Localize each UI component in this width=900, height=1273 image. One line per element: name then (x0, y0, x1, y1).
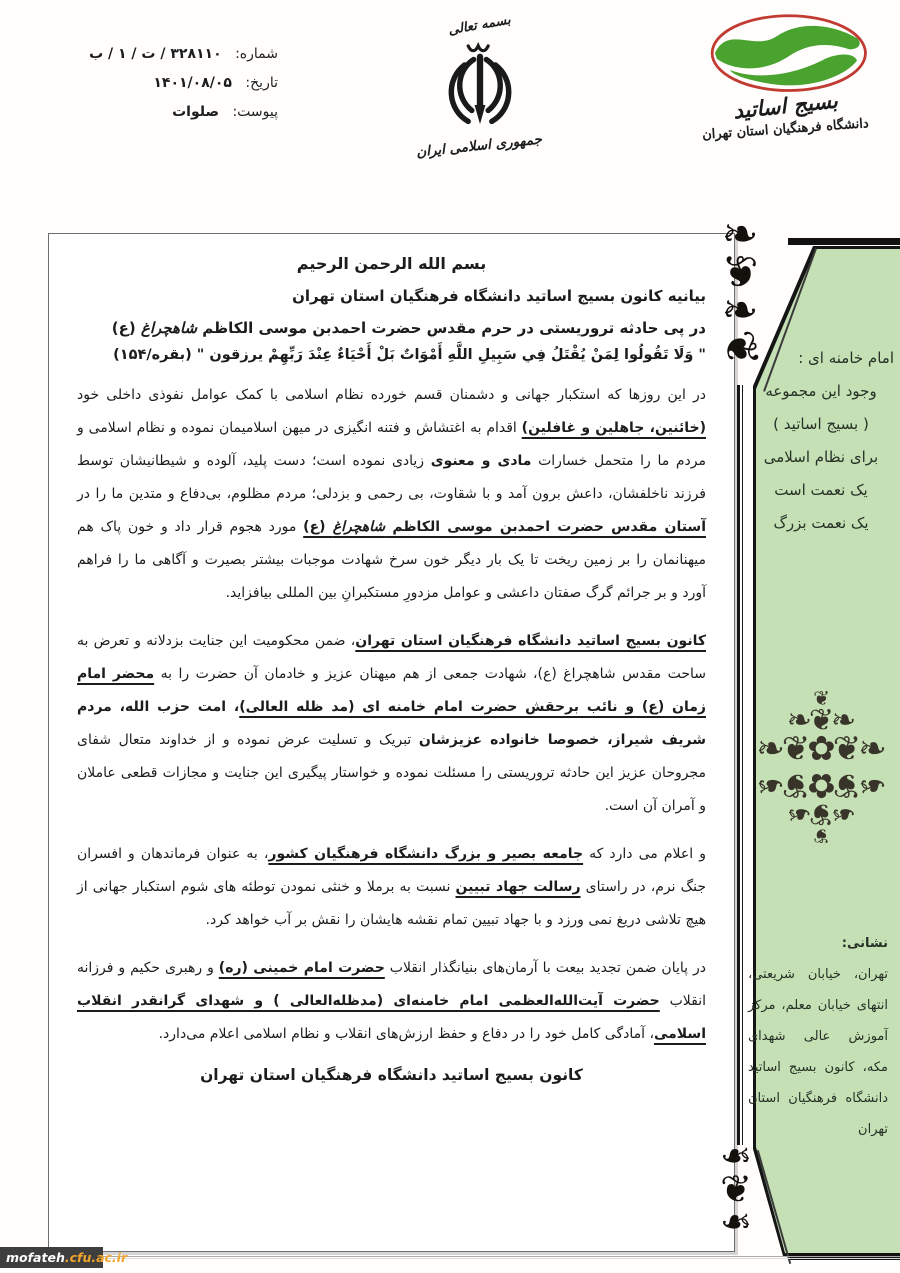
shrine-name: شاهچراغ (332, 519, 386, 535)
floral-glyph: ❧❦✿❦❧ (756, 729, 884, 769)
floral-glyph: ❦ (712, 326, 769, 372)
doc-number-label: شماره: (235, 46, 278, 62)
emphasized-run: جامعه بصیر و بزرگ دانشگاه فرهنگیان کشور (268, 846, 584, 862)
watermark-domain: .cfu.ac.ir (64, 1250, 128, 1265)
text-run: ، آمادگی کامل خود را در دفاع و حفظ ارزش‌های انقلاب و نظام اسلامی اعلام می‌دارد. (158, 1026, 654, 1042)
signature: کانون بسیج اساتید دانشگاه فرهنگیان استان تهران (200, 1066, 583, 1084)
floral-glyph: ❧ (720, 1200, 752, 1244)
text-run: اقدام به اغتشاش و فتنه انگیزی در میهن اسلامیمان نموده و نظام اسلامی و مردم ما را متحمل خسارات (77, 420, 706, 469)
leader-quote (748, 342, 894, 540)
statement-box (48, 233, 735, 1252)
doc-number-value: ۳۲۸۱۱۰ / ت / ۱ / ب (89, 46, 222, 62)
floral-ornament-bottom (748, 765, 892, 848)
quote-line: برای نظام اسلامی (763, 448, 879, 466)
doc-date-value: ۱۴۰۱/۰۸/۰۵ (153, 75, 232, 91)
quran-verse: " وَلَا تَقُولُوا لِمَنْ يُقْتَلُ فِي سَبِيلِ اللَّهِ أَمْوَاتٌ بَلْ أَحْيَاءٌ عِنْدَ رَبِّهِمْ يرزقون " (بقره/۱۵۴) (113, 347, 706, 363)
doc-date-line (28, 75, 278, 91)
emphasized-run: حضرت آیت‌الله‌العظمی امام خامنه‌ای (مدظله‌العالی ) و شهدای گرانقدر انقلاب اسلامی (77, 993, 706, 1042)
bismillah-calligraphy: بسمه تعالی (447, 12, 512, 39)
floral-ornament-top (748, 686, 892, 769)
paragraph-4 (77, 952, 706, 1051)
paragraph-2 (77, 625, 706, 823)
corner-ornament-bottom-icon (710, 1134, 820, 1272)
text-run: ، ضمن محکومیت این جنایت بزدلانه و تعرض به ساحت مقدس شاهچراغ (ع)، شهادت جمعی از هم میهنان عزیز و خادمان آن حضرت را به (77, 633, 707, 682)
bottom-rule (96, 1256, 900, 1257)
emphasized-run: حضرت امام خمینی (ره) (218, 960, 385, 976)
logo-subtitle-text: دانشگاه فرهنگیان استان تهران (701, 116, 870, 143)
emphasized-run: آستان مقدس حضرت احمدبن موسی الکاظم (385, 519, 706, 535)
floral-glyph: ❧ (721, 209, 759, 260)
emphasized-run: (ع) (303, 519, 333, 535)
sidebar-border-line (737, 385, 743, 1145)
doc-attachment-label: پیوست: (232, 104, 278, 120)
shrine-name: شاهچراغ (140, 319, 198, 337)
address-label: نشانی: (841, 936, 888, 951)
text-run: (ع) (111, 319, 141, 337)
statement-subtitle (77, 319, 706, 337)
paragraph-1 (77, 379, 706, 610)
floral-glyph: ❧ (720, 1134, 752, 1178)
quote-line: وجود این مجموعه (765, 382, 877, 400)
floral-glyph: ❧❦✿❦❧ (756, 765, 884, 805)
country-name-text: جمهوری اسلامی ایران (415, 131, 544, 161)
text-run: در پی حادثه تروریستی در حرم مقدس حضرت احمدبن موسی الکاظم (197, 319, 706, 337)
floral-glyph: ❦ (813, 686, 827, 710)
emphasized-run: (خائنین، جاهلین و غافلین) (521, 420, 707, 436)
floral-ornament-icon (748, 688, 892, 846)
basij-asatid-logo-block (683, 12, 888, 143)
floral-glyph: ❦ (721, 247, 759, 298)
text-run: و رهبری حکیم و فرزانه انقلاب (77, 960, 706, 1009)
emphasized-run: محضر امام زمان (ع) و نائب برحقش حضرت امام خامنه ای (مد ظله العالی) (77, 666, 706, 715)
quote-line: یک نعمت بزرگ (773, 514, 869, 532)
emphasized-run: ، امت حزب الله، مردم شریف شیراز، خصوصا خانواده عزیزشان (77, 699, 706, 748)
floral-glyph: ❧❦❧ (786, 703, 854, 738)
floral-glyph: ❦ (720, 1167, 752, 1211)
statement-title: بیانیه کانون بسیج اساتید دانشگاه فرهنگیان استان تهران (292, 287, 706, 305)
address-block (748, 928, 888, 1145)
doc-attachment-line (28, 104, 278, 120)
doc-number-line (28, 46, 278, 62)
address-text: تهران، خیابان شریعتی، انتهای خیابان معلم، مرکز آموزش عالی شهدای مکه، کانون بسیج اساتید دانشگاه فرهنگیان استان تهران (748, 967, 888, 1137)
emphasized-run: رسالت جهاد تبیین (455, 879, 581, 895)
text-run: مورد هجوم قرار داد و خون پاک هم میهنانمان را بر زمین ریخت تا یک بار دیگر خون سرخ شهادت موجبات بیشتر بصیرت و آگاهی ما را فراهم آورد و بر جرائم گرگ صفتان داعشی و عوامل مزدورِ مستکبرانِ بین المللی بیافزاید. (77, 519, 706, 601)
text-run: ، به عنوان فرماندهان و افسران جنگ نرم، در راستای (77, 846, 707, 895)
doc-attachment-value: صلوات (172, 104, 219, 120)
iran-national-emblem-icon (434, 35, 526, 135)
paragraph-3 (77, 838, 706, 937)
quote-line: یک نعمت است (774, 481, 868, 499)
floral-glyph: ❧ (721, 285, 759, 336)
floral-glyph: ❦ (813, 824, 827, 848)
text-run: در این روزها که استکبار جهانی و دشمنان قسم خورده نظام اسلامی با کمک عوامل نفوذی داخلی خود (77, 387, 706, 403)
logo-title-text: بسیج اساتید (732, 87, 839, 124)
text-run: زیادی نموده است؛ دست پلید، آلوده و شیطانیشان توسط فرزند ناخلفشان، داعش برون آمد و با شقاوت، بی رحمی و بزدلی؛ مردم مظلوم، بی‌دفاع و متدین ما را در (77, 453, 706, 502)
text-run: در پایان ضمن تجدید بیعت با آرمان‌های بنیانگذار انقلاب (384, 960, 706, 976)
national-emblem-block (412, 12, 547, 161)
basmala: بسم الله الرحمن الرحیم (296, 254, 487, 273)
watermark-name: mofateh (6, 1250, 65, 1265)
floral-glyph: ❧❦❧ (786, 796, 854, 831)
emphasized-run: مادی و معنوی (430, 453, 532, 469)
watermark (0, 1247, 128, 1268)
basij-asatid-logo-icon (700, 12, 872, 98)
text-run: تبریک و تسلیت عرض نموده و از خداوند متعال شفای مجروحان عزیز این حادثه تروریستی را مسئلت نموده و خواستار پیگیری این جنایت و مجازات قطعی عاملان و آمران آن است. (77, 732, 706, 814)
doc-date-label: تاریخ: (245, 75, 278, 91)
text-run: و اعلام می دارد که (583, 846, 706, 862)
text-run: نسبت به برملا و خنثی نمودن توطئه های شوم استکبار جهانی از هیچ تلاشی دریغ نمی ورزد و با جهاد تبیین تمام نقشه هایشان را نقش بر آب خواهد کرد. (77, 879, 706, 928)
quote-line: ( بسیج اساتید ) (773, 415, 869, 433)
header-meta (28, 46, 278, 133)
emphasized-run: کانون بسیج اساتید دانشگاه فرهنگیان استان تهران (355, 633, 706, 649)
quote-title: امام خامنه ای : (798, 349, 894, 367)
